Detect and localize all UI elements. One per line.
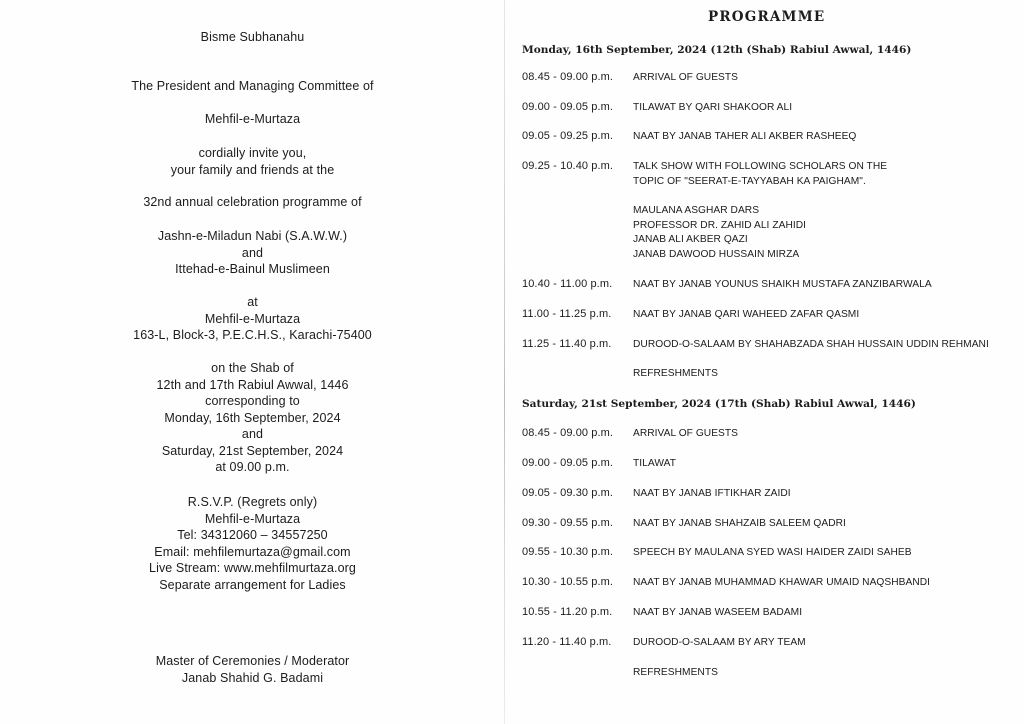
scholar-name: JANAB ALI AKBER QAZI bbox=[633, 234, 748, 245]
row-time: 08.45 - 09.00 p.m. bbox=[522, 71, 614, 83]
host-line: The President and Managing Committee of bbox=[131, 79, 374, 93]
row-description: NAAT BY JANAB SHAHZAIB SALEEM QADRI bbox=[633, 518, 846, 529]
telephone: Tel: 34312060 – 34557250 bbox=[177, 528, 328, 542]
row-time: 11.00 - 11.25 p.m. bbox=[522, 308, 612, 320]
event-names: Jashn-e-Miladun Nabi (S.A.W.W.) and Ittehad-e-Bainul Muslimeen bbox=[157, 229, 348, 276]
row-time: 10.30 - 10.55 p.m. bbox=[522, 576, 614, 588]
invite-text: cordially invite you, your family and friends at the bbox=[170, 146, 335, 177]
programme-title: PROGRAMME bbox=[708, 9, 826, 25]
scholar-name: PROFESSOR DR. ZAHID ALI ZAHIDI bbox=[633, 219, 807, 231]
row-time: 10.40 - 11.00 p.m. bbox=[522, 278, 613, 290]
row-description: TILAWAT BY QARI SHAKOOR ALI bbox=[633, 102, 793, 113]
row-description: ARRIVAL OF GUESTS bbox=[633, 72, 739, 83]
row-description: DUROOD-O-SALAAM BY SHAHABZADA SHAH HUSSAIN UDDIN REHMANI bbox=[633, 339, 989, 350]
scholar-name: MAULANA ASGHAR DARS bbox=[633, 205, 760, 216]
row-time: 09.30 - 09.55 p.m. bbox=[522, 517, 614, 529]
row-description: DUROOD-O-SALAAM BY ARY TEAM bbox=[633, 637, 806, 648]
row-time: 08.45 - 09.00 p.m. bbox=[522, 427, 614, 439]
venue: at Mehfil-e-Murtaza 163-L, Block-3, P.E.C.H.S., Karachi-75400 bbox=[133, 295, 372, 342]
master-of-ceremonies: Master of Ceremonies / Moderator Janab Shahid G. Badami bbox=[155, 654, 350, 685]
row-time: 09.05 - 09.30 p.m. bbox=[522, 487, 614, 499]
row-description: TILAWAT bbox=[633, 458, 676, 469]
scholar-name: JANAB DAWOOD HUSSAIN MIRZA bbox=[633, 248, 800, 260]
row-time: 09.00 - 09.05 p.m. bbox=[522, 101, 614, 113]
row-description: SPEECH BY MAULANA SYED WASI HAIDER ZAIDI SAHEB bbox=[633, 547, 912, 558]
row-description: NAAT BY JANAB WASEEM BADAMI bbox=[633, 607, 803, 618]
row-time: 09.00 - 09.05 p.m. bbox=[522, 457, 614, 469]
row-description: NAAT BY JANAB MUHAMMAD KHAWAR UMAID NAQSHBANDI bbox=[633, 577, 931, 588]
row-time: 11.25 - 11.40 p.m. bbox=[522, 338, 612, 350]
row-description: NAAT BY JANAB TAHER ALI AKBER RASHEEQ bbox=[633, 131, 857, 142]
row-time: 09.05 - 09.25 p.m. bbox=[522, 130, 614, 142]
row-description: NAAT BY JANAB QARI WAHEED ZAFAR QASMI bbox=[633, 309, 860, 320]
salutation: Bisme Subhanahu bbox=[200, 30, 305, 44]
dates-block: on the Shab of 12th and 17th Rabiul Awwal, 1446 corresponding to Monday, 16th September, 2024 and Saturday, 21st September, 2024 at 09.00 p.m. bbox=[156, 361, 349, 474]
live-stream-link[interactable]: Live Stream: www.mehfilmurtaza.org bbox=[149, 561, 356, 575]
row-description: NAAT BY JANAB YOUNUS SHAIKH MUSTAFA ZANZIBARWALA bbox=[633, 279, 932, 290]
row-time: 09.55 - 10.30 p.m. bbox=[522, 546, 614, 558]
day-heading: Saturday, 21st September, 2024 (17th (Shab) Rabiul Awwal, 1446) bbox=[522, 398, 916, 410]
row-time: 09.25 - 10.40 p.m. bbox=[522, 160, 614, 172]
occasion-line: 32nd annual celebration programme of bbox=[143, 195, 362, 209]
row-description: ARRIVAL OF GUESTS bbox=[633, 428, 739, 439]
row-description: REFRESHMENTS bbox=[633, 368, 718, 379]
email-link[interactable]: Email: mehfilemurtaza@gmail.com bbox=[154, 544, 351, 559]
row-description: REFRESHMENTS bbox=[633, 667, 718, 678]
row-description: NAAT BY JANAB IFTIKHAR ZAIDI bbox=[633, 488, 791, 499]
row-time: 11.20 - 11.40 p.m. bbox=[522, 636, 612, 648]
host-name: Mehfil-e-Murtaza bbox=[204, 112, 301, 126]
row-time: 10.55 - 11.20 p.m. bbox=[522, 606, 613, 618]
day-heading: Monday, 16th September, 2024 (12th (Shab) Rabiul Awwal, 1446) bbox=[522, 44, 912, 56]
rsvp-block: R.S.V.P. (Regrets only) Mehfil-e-Murtaza Tel: 34312060 – 34557250 Email: mehfilemurtaza@gmail.com Live Stream: www.mehfilmurtaza.org Separate arrangement for Ladies bbox=[0, 494, 505, 593]
row-description: TALK SHOW WITH FOLLOWING SCHOLARS ON THE TOPIC OF "SEERAT-E-TAYYABAH KA PAIGHAM". MAULANA ASGHAR DARS PROFESSOR DR. ZAHID ALI ZAHIDI JANAB ALI AKBER QAZI JANAB DAWOOD HUSSAIN MIRZA bbox=[633, 160, 887, 262]
